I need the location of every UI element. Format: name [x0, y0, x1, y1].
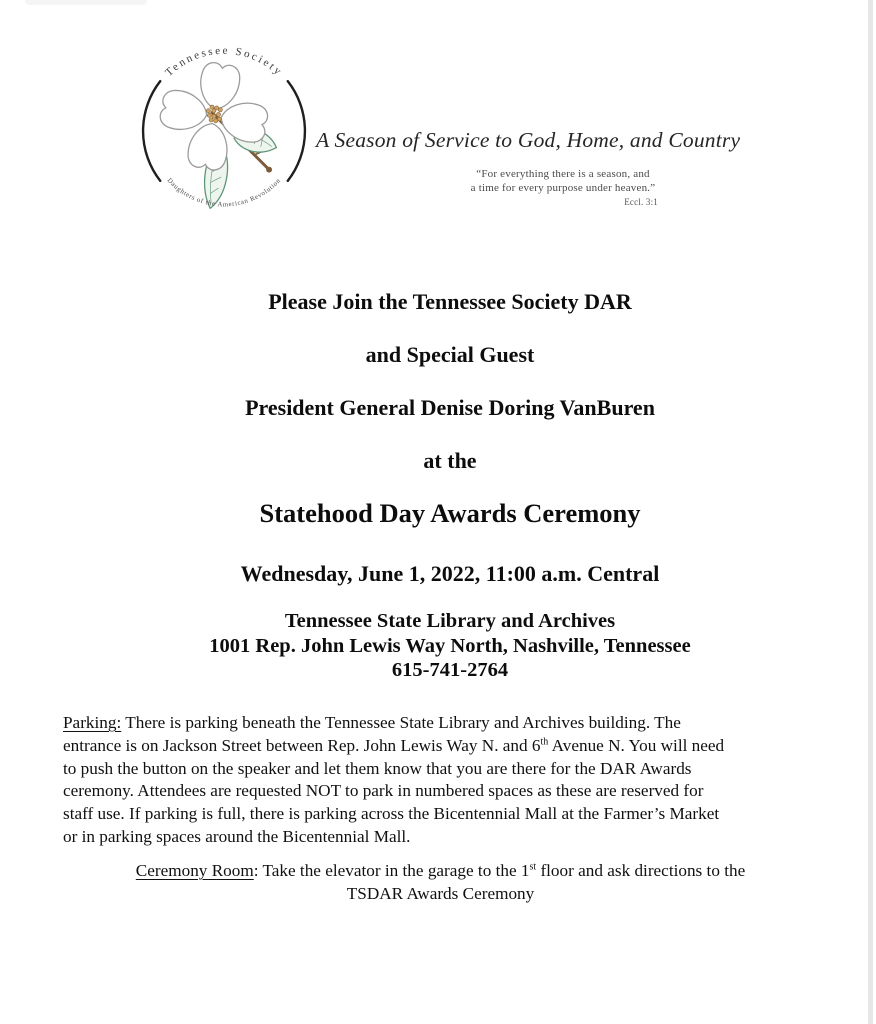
- scrollbar-track[interactable]: [868, 0, 873, 1024]
- ceremony-room-text: floor and ask directions to the: [536, 861, 746, 880]
- venue-phone: 615-741-2764: [391, 659, 509, 681]
- ceremony-room-text: : Take the elevator in the garage to the 1: [253, 861, 530, 880]
- parking-line: [63, 735, 818, 758]
- invitation-block: [75, 290, 825, 683]
- tagline: A Season of Service to God, Home, and Country: [316, 128, 741, 152]
- logo-bottom-text: Daughters of the American Revolution: [165, 177, 283, 209]
- parking-line: or in parking spaces around the Bicentennial Mall.: [63, 826, 411, 846]
- superscript: th: [540, 736, 549, 748]
- parking-paragraph: [63, 712, 818, 849]
- ceremony-room-label: Ceremony Room: [135, 861, 254, 880]
- superscript: st: [529, 861, 537, 873]
- ceremony-room-line: TSDAR Awards Ceremony: [346, 883, 535, 903]
- invite-line-3: President General Denise Doring VanBuren: [245, 395, 655, 420]
- parking-line: to push the button on the speaker and let them know that you are there for the DAR Awards: [63, 758, 692, 778]
- quote-line-2: a time for every purpose under heaven.”: [470, 181, 656, 194]
- invite-line-1: Please Join the Tennessee Society DAR: [268, 289, 632, 314]
- quote-citation: Eccl. 3:1: [624, 197, 658, 207]
- parking-line: staff use. If parking is full, there is parking across the Bicentennial Mall at the Farmer’s Market: [63, 804, 720, 824]
- parking-text: Avenue N. You will need: [548, 735, 725, 755]
- ceremony-room-line: [63, 860, 818, 883]
- invite-line-2: and Special Guest: [365, 342, 535, 367]
- logo-top-text: Tennessee Society: [163, 44, 285, 79]
- venue-block: [75, 609, 825, 683]
- parking-label: Parking:: [63, 713, 122, 732]
- flower-center-icon: [206, 105, 222, 123]
- tsdar-logo-svg: [132, 35, 316, 227]
- scripture-quote: [458, 168, 668, 210]
- parking-line: [63, 712, 818, 735]
- venue-name: Tennessee State Library and Archives: [284, 610, 616, 632]
- parking-line: ceremony. Attendees are requested NOT to park in numbered spaces as these are reserved for: [63, 781, 704, 801]
- top-edge-artifact: [25, 0, 147, 5]
- parking-text: There is parking beneath the Tennessee State Library and Archives building. The: [121, 713, 681, 732]
- invite-line-4: at the: [423, 448, 477, 473]
- logo-ring-left: [143, 81, 160, 181]
- logo-ring-right: [288, 81, 305, 181]
- tsdar-logo: [132, 35, 316, 227]
- venue-address: 1001 Rep. John Lewis Way North, Nashville, Tennessee: [209, 634, 691, 657]
- quote-line-1: “For everything there is a season, and: [476, 168, 650, 180]
- parking-text: entrance is on Jackson Street between Rep. John Lewis Way N. and 6: [63, 735, 541, 755]
- event-title: Statehood Day Awards Ceremony: [259, 498, 641, 528]
- ceremony-room-paragraph: [63, 860, 818, 906]
- event-datetime: Wednesday, June 1, 2022, 11:00 a.m. Central: [240, 561, 660, 586]
